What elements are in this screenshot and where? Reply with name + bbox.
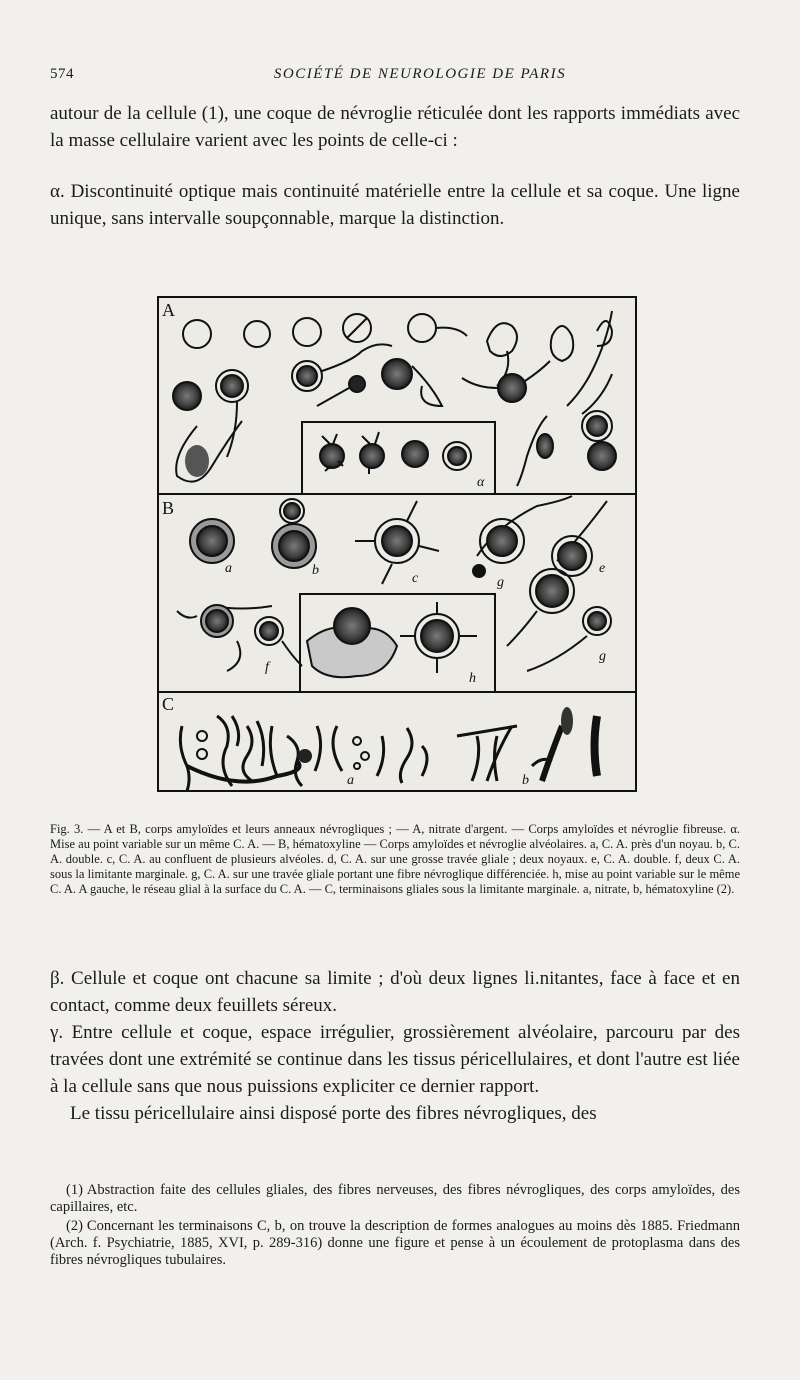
b-label-e: e: [599, 561, 606, 576]
inset-label-alpha: α: [477, 475, 485, 490]
paragraph-tissu: Le tissu péricellulaire ainsi disposé porte des fibres névrogliques, des: [70, 1103, 597, 1124]
paragraph-text: α. Discontinuité optique mais continuité matérielle entre la cellule et sa coque. Une ligne unique, sans intervalle soupçonnable, marque la distinction.: [50, 181, 740, 229]
b-label-g2: g: [599, 649, 606, 664]
footnote-2-number: (2): [66, 1218, 83, 1234]
figure-3: [157, 296, 637, 792]
b-label-h: h: [469, 671, 476, 686]
c-label-a: a: [347, 773, 354, 788]
page-number: 574: [50, 66, 74, 82]
footnote-1: [50, 1182, 740, 1216]
panel-label-b: B: [162, 498, 175, 518]
footnote-2-text: Concernant les terminaisons C, b, on trouve la description de formes analogues au moins dès 1885. Friedmann (Arch. f. Psychiatrie, 1885, XVI, p. 289-316) donne une figure et pense à un écoulement de protoplasma dans des fibres névrogliques tubulaires.: [50, 1218, 740, 1268]
panel-label-c: C: [162, 694, 175, 714]
b-label-b: b: [312, 563, 319, 578]
footnote-1-number: (1): [66, 1182, 83, 1198]
footnotes: [50, 1182, 740, 1271]
paragraph-text: autour de la cellule (1), une coque de névroglie réticulée dont les rapports immédiats avec la masse cellulaire varient avec les points de celle-ci :: [50, 103, 740, 151]
paragraph-gamma: γ. Entre cellule et coque, espace irrégulier, grossièrement alvéolaire, parcouru par des travées dont une extrémité se continue dans les tissus péricellulaires, et dont l'autre est liée à la cellule sans que nous puissions expliciter ce dernier rapport.: [50, 1022, 740, 1097]
figure-caption: [50, 822, 740, 897]
caption-text: Fig. 3. — A et B, corps amyloïdes et leurs anneaux névrogliques ; — A, nitrate d'argent. — Corps amyloïdes et névroglie fibreuse. α. Mise au point variable sur un même C. A. — B, hématoxyline — Corps amyloïdes et névroglie alvéolaires. a, C. A. près d'un noyau. b, C. A. double. c, C. A. au confluent de plusieurs alvéoles. d, C. A. sur une grosse travée gliale ; deux noyaux. e, C. A. double. f, deux C. A. sous la limitante marginale. g, C. A. sur une travée gliale portant une fibre névroglique différenciée. h, mise au point variable sur le même C. A. A gauche, le réseau glial à la surface du C. A. — C, terminaisons gliales sous la limitante marginale. a, nitrate, b, hématoxyline (2).: [50, 822, 740, 896]
paragraph-beta-gamma: [50, 965, 740, 1127]
b-label-a: a: [225, 561, 232, 576]
paragraph-intro: [50, 100, 740, 154]
panel-label-a: A: [162, 300, 175, 320]
footnote-2: [50, 1218, 740, 1269]
b-label-g: g: [497, 575, 504, 590]
paragraph-beta: β. Cellule et coque ont chacune sa limite ; d'où deux lignes li.nitantes, face à face et en contact, comme deux feuillets séreux.: [50, 968, 740, 1016]
running-title: SOCIÉTÉ DE NEUROLOGIE DE PARIS: [273, 66, 567, 82]
figure-illustration: [157, 296, 637, 792]
b-label-c: c: [412, 571, 419, 586]
b-label-f: f: [265, 660, 269, 675]
footnote-1-text: Abstraction faite des cellules gliales, des fibres nerveuses, des fibres névrogliques, des corps amyloïdes, des capillaires, etc.: [50, 1182, 740, 1215]
c-label-b: b: [522, 773, 529, 788]
paragraph-alpha: [50, 178, 740, 232]
page-header: [50, 66, 740, 88]
